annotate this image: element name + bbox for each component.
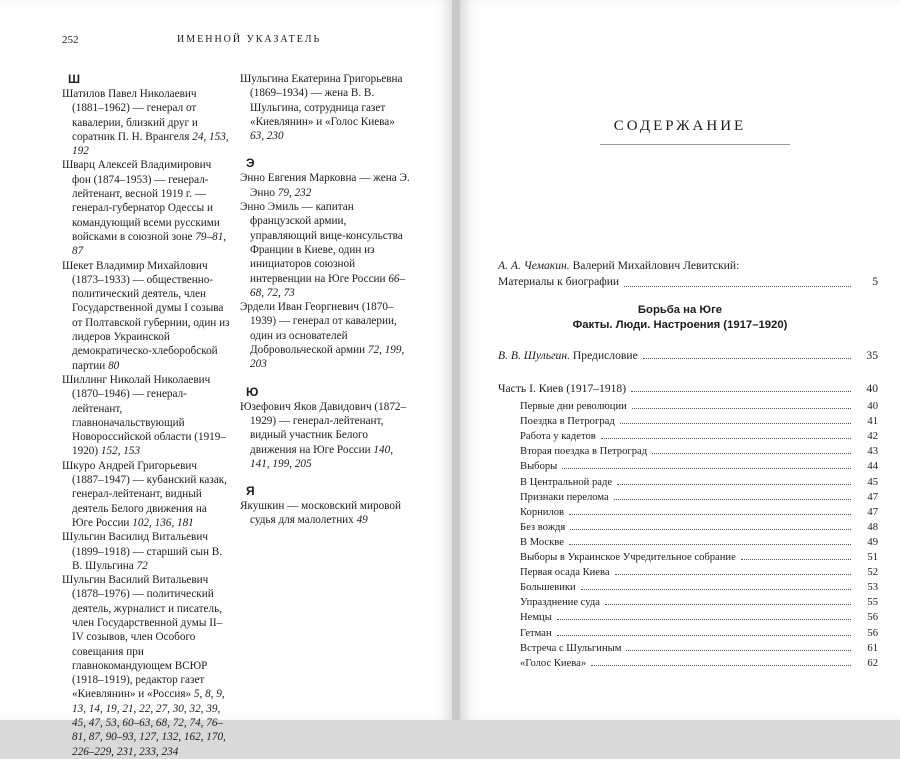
leader-dots <box>569 514 851 515</box>
leader-dots <box>632 408 851 409</box>
index-entry-text: Шульгина Екатерина Григорьевна (1869–1934) — жена В. В. Шульгина, сотрудница газет «Киевлянин» и «Голос Киева» <box>240 73 403 128</box>
page-number: 252 <box>62 34 79 46</box>
index-entry-text: Энно Эмиль — капитан французской армии, управляющий вице-консульства Франции в Киеве, один из инициаторов союзной интервенции на Юге России <box>240 201 403 285</box>
toc-chapter-page: 48 <box>867 521 878 533</box>
leader-dots <box>631 391 851 392</box>
toc-chapter-label: Без вождя <box>520 521 566 533</box>
leader-dots <box>615 574 851 575</box>
index-entry-pages: 49 <box>356 514 368 527</box>
index-entry-text: Якушкин — московский мировой судья для малолетних <box>240 500 401 527</box>
index-entry-pages: 72 <box>136 559 148 572</box>
toc-chapter-label: Выборы <box>520 461 558 473</box>
toc-chapter-page: 41 <box>867 416 878 428</box>
toc-entry-intro <box>498 258 878 290</box>
toc-chapter-page: 53 <box>867 582 878 594</box>
section-heading <box>460 303 900 333</box>
toc-chapter <box>520 533 878 548</box>
index-entry <box>62 573 230 759</box>
toc-chapter-page: 45 <box>867 476 878 488</box>
toc-chapter <box>520 623 878 638</box>
index-entry-text: Шульгин Василий Витальевич (1878–1976) — политический деятель, журналист и писатель, член Государственной думы II–IV созывов, член Особого совещания при главнокомандующем ВСЮР (1918–1919), редактор газет «Киевлянин» и «Россия» <box>62 574 223 701</box>
index-entry-pages: 63, 230 <box>250 130 284 143</box>
index-entry <box>62 459 230 530</box>
index-entry <box>62 373 230 459</box>
toc-chapter-label: Встреча с Шульгиным <box>520 642 622 654</box>
leader-dots <box>652 453 851 454</box>
index-entry-text: Эрдели Иван Георгиевич (1870–1939) — генерал от кавалерии, один из основателей Добровольческой армии <box>240 301 397 357</box>
toc-chapter <box>520 518 878 533</box>
toc-chapter-page: 44 <box>867 461 878 473</box>
leader-dots <box>591 665 851 666</box>
index-entry-text: Шатилов Павел Николаевич (1881–1962) — генерал от кавалерии, близкий друг и соратник П. Н. Врангеля <box>62 88 198 143</box>
leader-dots <box>562 468 851 469</box>
index-entry-pages: 152, 153 <box>100 445 141 458</box>
toc-chapter-page: 43 <box>867 446 878 458</box>
index-entry-text: Шекет Владимир Михайлович (1873–1933) — общественно-политический деятель, член Государственной думы I созыва от Полтавской губернии, один из лидеров Украинской демократическо-хлеборобской партии <box>62 259 230 372</box>
toc-chapter-label: Признаки перелома <box>520 491 609 503</box>
toc-chapter-page: 51 <box>867 552 878 564</box>
toc-entry-preface <box>498 349 878 362</box>
index-entry-pages: 79–81, 87 <box>72 230 227 258</box>
toc-chapter <box>520 503 878 518</box>
index-letter: Я <box>246 484 255 499</box>
index-entry <box>240 499 410 528</box>
leader-dots <box>570 529 851 530</box>
toc-chapter-list <box>520 397 878 669</box>
index-entry-pages: 24, 153, 192 <box>72 130 229 158</box>
book-gutter <box>452 0 460 720</box>
leader-dots <box>643 358 851 359</box>
toc-chapter-label: Гетман <box>520 627 552 639</box>
toc-chapter-page: 42 <box>867 431 878 443</box>
toc-chapter-label: В Центральной раде <box>520 476 613 488</box>
section-heading-line: Борьба на Юге <box>637 304 723 316</box>
index-entry-pages: 140, 141, 199, 205 <box>250 443 393 470</box>
index-entry-pages: 66–68, 72, 73 <box>250 272 406 299</box>
leader-dots <box>557 619 851 620</box>
toc-chapter-label: Поездка в Петроград <box>520 416 615 428</box>
index-entry <box>240 171 410 200</box>
index-entry <box>240 72 410 143</box>
letter-gap <box>240 372 410 385</box>
index-letter: Э <box>246 156 255 171</box>
index-entry <box>240 200 410 300</box>
toc-chapter <box>520 457 878 472</box>
leader-dots <box>557 635 851 636</box>
toc-label: Часть I. Киев (1917–1918) <box>498 382 627 395</box>
toc-chapter <box>520 578 878 593</box>
index-entry-pages: 102, 136, 181 <box>132 516 194 529</box>
toc-chapter-label: Упразднение суда <box>520 597 600 609</box>
toc-chapter <box>520 412 878 427</box>
toc-label: Предисловие <box>570 349 638 362</box>
letter-gap <box>240 471 410 484</box>
index-entry-text: Энно Евгения Марковна — жена Э. Энно <box>240 172 410 199</box>
toc-chapter-page: 40 <box>867 401 878 413</box>
index-entry-pages: 79, 232 <box>277 186 312 199</box>
toc-chapter-label: Выборы в Украинское Учредительное собрание <box>520 552 736 564</box>
leader-dots <box>620 423 851 424</box>
toc-chapter-label: Работа у кадетов <box>520 431 596 443</box>
toc-chapter-page: 55 <box>867 597 878 609</box>
toc-chapter-label: Вторая поездка в Петроград <box>520 446 648 458</box>
toc-chapter <box>520 654 878 669</box>
section-heading-subline: Факты. Люди. Настроения (1917–1920) <box>572 319 788 331</box>
index-entry-text: Шкуро Андрей Григорьевич (1887–1947) — кубанский казак, генерал-лейтенант, видный деятель Белого движения на Юге России <box>62 459 227 529</box>
index-column-2 <box>240 72 410 528</box>
toc-chapter-label: Первая осада Киева <box>520 567 610 579</box>
toc-chapter-page: 47 <box>867 506 878 518</box>
toc-chapter <box>520 488 878 503</box>
toc-chapter <box>520 548 878 563</box>
index-entry <box>62 259 230 373</box>
toc-chapter-label: Корнилов <box>520 506 565 518</box>
index-entry-pages: 5, 8, 9, 13, 14, 19, 21, 22, 27, 30, 32, 39, 45, 47, 53, 60–63, 68, 72, 74, 76–81, 87, 90–93, 127, 132, 162, 170, 226–229, 231, 233, 234 <box>72 688 226 758</box>
toc-chapter-page: 62 <box>867 657 878 669</box>
leader-dots <box>617 484 851 485</box>
leader-dots <box>614 499 851 500</box>
toc-chapter-page: 47 <box>867 491 878 503</box>
toc-label: Валерий Михайлович Левитский: <box>569 259 740 272</box>
index-entry <box>240 300 410 371</box>
toc-page: 5 <box>872 275 878 288</box>
toc-author: В. В. Шульгин. <box>498 349 570 362</box>
toc-chapter <box>520 563 878 578</box>
index-entry <box>240 400 410 471</box>
index-entry-text: Шварц Алексей Владимирович фон (1874–1953) — генерал-лейтенант, весной 1919 г. — генерал-губернатор Одессы и командующий всеми русскими войсками в союзной зоне <box>62 159 220 243</box>
index-column-1 <box>62 72 230 759</box>
toc-chapter-page: 61 <box>867 642 878 654</box>
leader-dots <box>741 559 851 560</box>
toc-chapter-label: Первые дни революции <box>520 401 627 413</box>
leader-dots <box>624 286 851 287</box>
leader-dots <box>626 650 851 651</box>
contents-title: СОДЕРЖАНИЕ <box>613 118 747 134</box>
leader-dots <box>569 544 851 545</box>
toc-page: 35 <box>866 349 878 362</box>
toc-chapter <box>520 472 878 487</box>
index-entry-pages: 72, 199, 203 <box>250 344 405 371</box>
toc-chapter-label: Большевики <box>520 582 576 594</box>
toc-chapter-page: 56 <box>867 612 878 624</box>
index-entry <box>62 530 230 573</box>
toc-chapter <box>520 608 878 623</box>
right-page <box>460 0 900 720</box>
index-entry-pages: 80 <box>108 359 120 372</box>
toc-author: А. А. Чемакин. <box>498 259 570 272</box>
leader-dots <box>581 589 851 590</box>
toc-chapter <box>520 639 878 654</box>
toc-label: Материалы к биографии <box>498 275 620 288</box>
toc-chapter-label: Немцы <box>520 612 552 624</box>
toc-entry-part <box>498 382 878 395</box>
toc-chapter <box>520 427 878 442</box>
running-title: ИМЕННОЙ УКАЗАТЕЛЬ <box>177 34 322 45</box>
toc-chapter-label: «Голос Киева» <box>520 657 587 669</box>
toc-chapter-label: В Москве <box>520 536 564 548</box>
toc-chapter <box>520 593 878 608</box>
leader-dots <box>605 604 851 605</box>
toc-page: 40 <box>866 382 878 395</box>
title-rule <box>600 144 790 145</box>
index-entry-text: Шиллинг Николай Николаевич (1870–1946) — генерал-лейтенант, главноначальствующий Новороссийской области (1919–1920) <box>62 373 226 458</box>
index-entry <box>62 87 230 158</box>
index-letter: Ю <box>246 384 259 399</box>
toc-chapter-page: 56 <box>867 627 878 639</box>
toc-chapter <box>520 442 878 457</box>
letter-gap <box>240 143 410 156</box>
toc-chapter-page: 49 <box>867 536 878 548</box>
toc-chapter <box>520 397 878 412</box>
index-entry-text: Юзефович Яков Давидович (1872–1929) — генерал-лейтенант, видный участник Белого движения на Юге России <box>240 400 407 456</box>
index-entry-text: Шульгин Василид Витальевич (1899–1918) — старший сын В. В. Шульгина <box>62 531 223 572</box>
index-letter: Ш <box>68 72 81 86</box>
index-entry <box>62 158 230 258</box>
leader-dots <box>601 438 851 439</box>
toc-chapter-page: 52 <box>867 567 878 579</box>
